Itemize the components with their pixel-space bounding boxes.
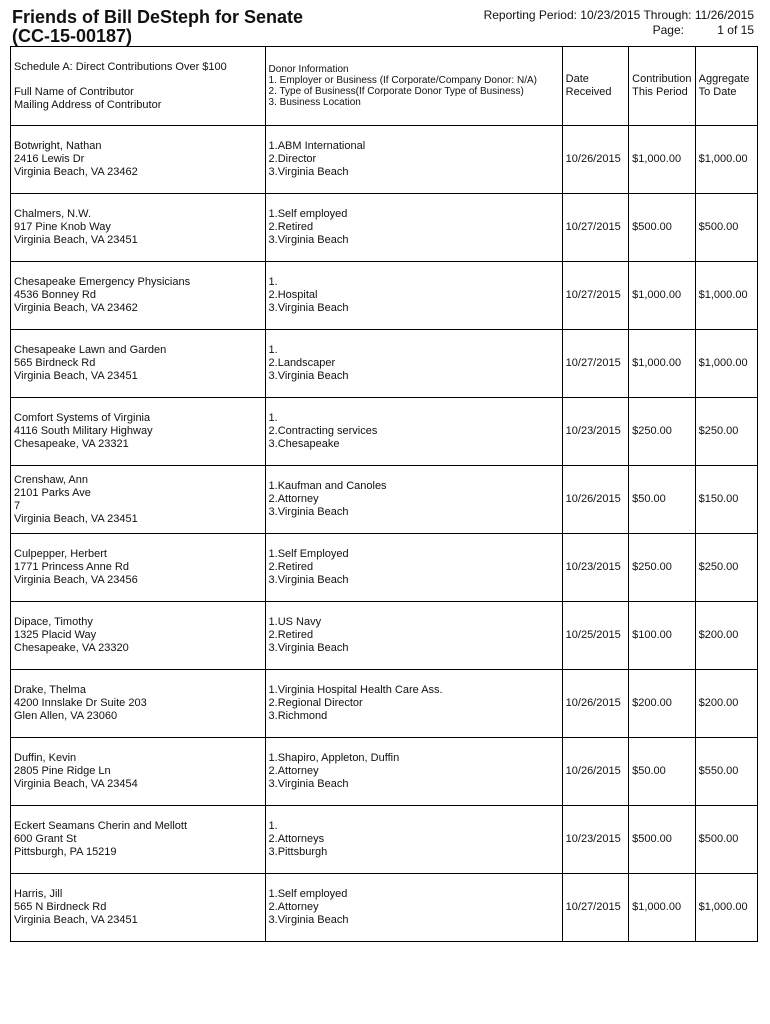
table-row [11, 602, 758, 670]
contributor-cell [11, 670, 266, 738]
donor-business-type: 2.Attorney [268, 901, 319, 913]
contributor-city-state-zip: Virginia Beach, VA 23456 [14, 574, 138, 586]
contribution-amount-cell: $1,000.00 [629, 262, 695, 330]
donor-business-location: 3.Pittsburgh [268, 846, 328, 858]
page-value: 1 of 15 [717, 23, 754, 37]
header-contributor: Schedule A: Direct Contributions Over $100 Full Name of Contributor Mailing Address of Contributor [11, 47, 266, 126]
donor-info-cell [265, 262, 562, 330]
contributor-name: Duffin, Kevin [14, 752, 77, 764]
date-received-cell: 10/27/2015 [562, 330, 628, 398]
table-row [11, 194, 758, 262]
date-received-cell: 10/25/2015 [562, 602, 628, 670]
contribution-amount-cell: $250.00 [629, 534, 695, 602]
aggregate-amount-cell: $250.00 [695, 534, 757, 602]
donor-info-cell [265, 466, 562, 534]
contributor-city-state-zip: Glen Allen, VA 23060 [14, 710, 118, 722]
donor-business-location: 3.Virginia Beach [268, 302, 349, 314]
contributor-city-state-zip: Virginia Beach, VA 23451 [14, 370, 138, 382]
contributor-address-line: 600 Grant St [14, 833, 77, 845]
contribution-amount-cell: $1,000.00 [629, 126, 695, 194]
donor-business-location: 3.Virginia Beach [268, 166, 349, 178]
donor-info-cell [265, 602, 562, 670]
contribution-amount-cell: $200.00 [629, 670, 695, 738]
donor-employer: 1.ABM International [268, 140, 366, 152]
contributor-address-line: 4536 Bonney Rd [14, 289, 96, 301]
contributor-name: Chalmers, N.W. [14, 208, 92, 220]
donor-business-location: 3.Virginia Beach [268, 914, 349, 926]
contributor-city-state-zip: Virginia Beach, VA 23454 [14, 778, 138, 790]
donor-employer: 1.Self Employed [268, 548, 349, 560]
contributor-cell [11, 126, 266, 194]
date-received-cell: 10/27/2015 [562, 262, 628, 330]
contributor-address-line: 7 [14, 499, 21, 512]
contributor-cell [11, 738, 266, 806]
donor-employer: 1. [268, 344, 278, 356]
aggregate-amount-cell: $500.00 [695, 806, 757, 874]
page-label: Page: [652, 23, 684, 37]
contribution-amount-cell: $100.00 [629, 602, 695, 670]
header-contribution-period: Contribution This Period [629, 47, 695, 126]
donor-business-type: 2.Attorneys [268, 833, 325, 845]
contributor-name: Dipace, Timothy [14, 616, 93, 628]
aggregate-amount-cell: $500.00 [695, 194, 757, 262]
donor-business-type: 2.Director [268, 153, 317, 165]
date-received-cell: 10/23/2015 [562, 806, 628, 874]
contribution-amount-cell: $250.00 [629, 398, 695, 466]
table-row [11, 806, 758, 874]
donor-info-cell [265, 738, 562, 806]
donor-employer: 1.Self employed [268, 888, 348, 900]
contributor-city-state-zip: Virginia Beach, VA 23462 [14, 302, 138, 314]
committee-id: (CC-15-00187) [12, 27, 133, 46]
contribution-amount-cell: $500.00 [629, 194, 695, 262]
reporting-period: Reporting Period: 10/23/2015 Through: 11/26/2015 [483, 8, 754, 22]
aggregate-amount-cell: $1,000.00 [695, 126, 757, 194]
donor-business-type: 2.Retired [268, 629, 314, 641]
contributor-address-line: 1325 Placid Way [14, 629, 97, 641]
donor-business-type: 2.Retired [268, 221, 314, 233]
donor-business-type: 2.Landscaper [268, 357, 336, 369]
contributor-name: Harris, Jill [14, 888, 63, 900]
contribution-amount-cell: $1,000.00 [629, 330, 695, 398]
aggregate-amount-cell: $1,000.00 [695, 262, 757, 330]
aggregate-amount-cell: $1,000.00 [695, 874, 757, 942]
donor-business-location: 3.Virginia Beach [268, 506, 349, 518]
aggregate-amount-cell: $1,000.00 [695, 330, 757, 398]
contributor-address-line: 917 Pine Knob Way [14, 221, 111, 233]
donor-info-cell [265, 330, 562, 398]
donor-business-location: 3.Virginia Beach [268, 234, 349, 246]
donor-business-location: 3.Chesapeake [268, 438, 340, 450]
contributor-cell [11, 602, 266, 670]
donor-employer: 1.Self employed [268, 208, 348, 220]
committee-name: Friends of Bill DeSteph for Senate [12, 8, 304, 27]
contribution-amount-cell: $500.00 [629, 806, 695, 874]
table-row [11, 330, 758, 398]
date-received-cell: 10/27/2015 [562, 874, 628, 942]
table-row [11, 738, 758, 806]
page-indicator [653, 24, 754, 37]
donor-info-cell [265, 194, 562, 262]
contributor-name: Crenshaw, Ann [14, 473, 88, 486]
donor-business-location: 3.Virginia Beach [268, 778, 349, 790]
donor-employer: 1.Virginia Hospital Health Care Ass. [268, 684, 443, 696]
contributor-city-state-zip: Virginia Beach, VA 23451 [14, 512, 138, 525]
donor-business-location: 3.Virginia Beach [268, 642, 349, 654]
donor-business-location: 3.Richmond [268, 710, 328, 722]
donor-business-type: 2.Hospital [268, 289, 318, 301]
contributor-city-state-zip: Pittsburgh, PA 15219 [14, 846, 117, 858]
contributor-city-state-zip: Virginia Beach, VA 23451 [14, 914, 138, 926]
table-row [11, 466, 758, 534]
contributor-city-state-zip: Chesapeake, VA 23321 [14, 438, 129, 450]
date-received-cell: 10/26/2015 [562, 670, 628, 738]
donor-info-cell [265, 874, 562, 942]
donor-employer: 1. [268, 820, 278, 832]
donor-info-cell [265, 534, 562, 602]
donor-employer: 1. [268, 276, 278, 288]
table-row [11, 534, 758, 602]
report-header [12, 8, 758, 46]
contribution-amount-cell: $50.00 [629, 738, 695, 806]
donor-business-type: 2.Retired [268, 561, 314, 573]
donor-info-cell [265, 670, 562, 738]
donor-employer: 1.Shapiro, Appleton, Duffin [268, 752, 400, 764]
donor-info-cell [265, 806, 562, 874]
contributor-name: Chesapeake Emergency Physicians [14, 276, 191, 288]
contributor-city-state-zip: Chesapeake, VA 23320 [14, 642, 129, 654]
contribution-amount-cell: $1,000.00 [629, 874, 695, 942]
date-received-cell: 10/26/2015 [562, 126, 628, 194]
contributor-name: Culpepper, Herbert [14, 548, 107, 560]
donor-employer: 1.Kaufman and Canoles [268, 480, 387, 492]
contributor-name: Comfort Systems of Virginia [14, 412, 151, 424]
date-received-cell: 10/26/2015 [562, 738, 628, 806]
contributor-name: Eckert Seamans Cherin and Mellott [14, 820, 188, 832]
contributor-cell [11, 534, 266, 602]
contributor-cell [11, 806, 266, 874]
donor-business-type: 2.Attorney [268, 765, 319, 777]
contributions-table [10, 46, 758, 942]
contributor-address-line: 2805 Pine Ridge Ln [14, 765, 111, 777]
contributor-address-line: 565 N Birdneck Rd [14, 901, 107, 913]
contributor-address-line: 4200 Innslake Dr Suite 203 [14, 697, 147, 709]
aggregate-amount-cell: $200.00 [695, 670, 757, 738]
donor-business-type: 2.Contracting services [268, 425, 378, 437]
contributor-city-state-zip: Virginia Beach, VA 23451 [14, 234, 138, 246]
contributor-address-line: 565 Birdneck Rd [14, 357, 96, 369]
contributor-name: Botwright, Nathan [14, 140, 102, 152]
header-date-received: Date Received [562, 47, 628, 126]
date-received-cell: 10/26/2015 [562, 466, 628, 534]
donor-info-cell [265, 126, 562, 194]
date-received-cell: 10/23/2015 [562, 534, 628, 602]
table-row [11, 126, 758, 194]
donor-employer: 1. [268, 412, 278, 424]
table-header-row [11, 47, 758, 126]
contributor-cell [11, 194, 266, 262]
date-received-cell: 10/27/2015 [562, 194, 628, 262]
donor-business-location: 3.Virginia Beach [268, 574, 349, 586]
committee-title [12, 8, 303, 46]
contributor-address-line: 2101 Parks Ave [14, 486, 91, 499]
table-row [11, 874, 758, 942]
contributor-address-line: 1771 Princess Anne Rd [14, 561, 129, 573]
contributor-cell [11, 874, 266, 942]
date-received-cell: 10/23/2015 [562, 398, 628, 466]
contributor-cell [11, 330, 266, 398]
aggregate-amount-cell: $250.00 [695, 398, 757, 466]
contribution-amount-cell: $50.00 [629, 466, 695, 534]
donor-business-location: 3.Virginia Beach [268, 370, 349, 382]
contributor-address-line: 2416 Lewis Dr [14, 153, 85, 165]
aggregate-amount-cell: $150.00 [695, 466, 757, 534]
aggregate-amount-cell: $200.00 [695, 602, 757, 670]
header-aggregate: Aggregate To Date [695, 47, 757, 126]
header-donor-info: Donor Information 1. Employer or Business (If Corporate/Company Donor: N/A) 2. Type of Business(If Corporate Donor Type of Business) 3. Business Location [265, 47, 562, 126]
contributor-cell [11, 398, 266, 466]
table-row [11, 398, 758, 466]
donor-business-type: 2.Regional Director [268, 697, 363, 709]
contributor-cell [11, 262, 266, 330]
donor-employer: 1.US Navy [268, 616, 322, 628]
table-row [11, 262, 758, 330]
contributor-name: Drake, Thelma [14, 684, 86, 696]
aggregate-amount-cell: $550.00 [695, 738, 757, 806]
contributor-name: Chesapeake Lawn and Garden [14, 344, 167, 356]
contributor-city-state-zip: Virginia Beach, VA 23462 [14, 166, 138, 178]
donor-business-type: 2.Attorney [268, 493, 319, 505]
contributor-cell [11, 466, 266, 534]
donor-info-cell [265, 398, 562, 466]
contributor-address-line: 4116 South Military Highway [14, 425, 153, 437]
table-row [11, 670, 758, 738]
